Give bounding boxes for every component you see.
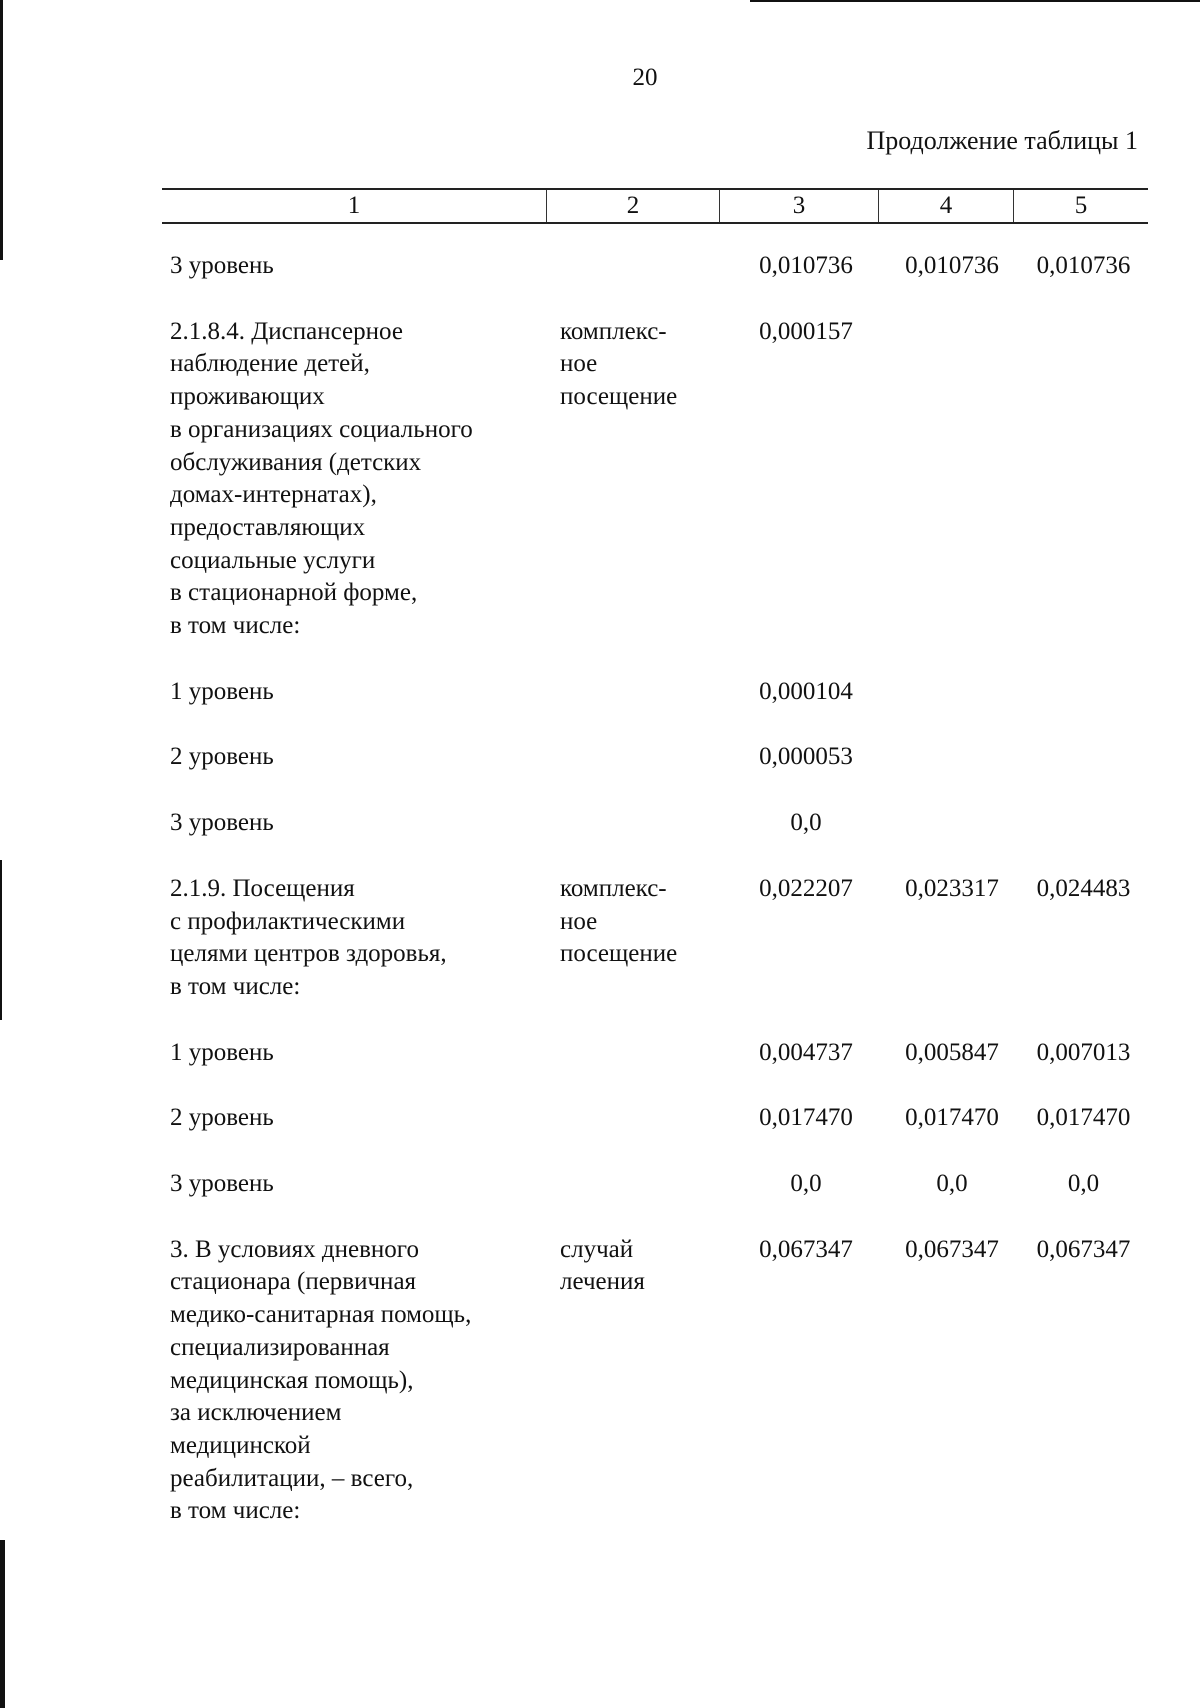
row-value-col5 [1019, 807, 1148, 873]
row-name-cell: 3 уровень [170, 252, 274, 279]
row-name-cell: 2.1.9. Посещения с профилактическими целями центров здоровья, в том числе: [170, 874, 447, 1000]
row-value-col4 [885, 676, 1019, 742]
row-name-cell: 3 уровень [170, 1170, 274, 1198]
column-number-header [162, 188, 1148, 224]
row-name-cell: 3. В условиях дневного стационара (первичная медико-санитарная помощь, специализированная медицинская помощь), за исключением медицинской реабилитации, – всего, в том числе: [170, 1235, 472, 1525]
row-unit-cell [550, 741, 727, 807]
row-value-col5 [1019, 316, 1148, 676]
table-row [162, 676, 1148, 742]
table-row [162, 1234, 1148, 1561]
row-name-cell: 2 уровень [170, 1104, 274, 1132]
row-name-cell: 2 уровень [170, 743, 274, 771]
row-value-col3: 0,017470 [759, 1104, 853, 1132]
row-value-col3: 0,067347 [759, 1235, 853, 1263]
table-row [162, 807, 1148, 873]
row-value-col5: 0,0 [1067, 1170, 1100, 1198]
row-unit-cell [550, 1037, 727, 1103]
row-value-col4 [885, 741, 1019, 807]
table-row [162, 1037, 1148, 1103]
table-row [162, 250, 1148, 316]
scan-edge-mark-left-middle [0, 860, 2, 1020]
column-header-5: 5 [1014, 189, 1149, 223]
row-unit-cell: комплекс- ное посещение [560, 317, 678, 411]
row-unit-cell [550, 250, 727, 316]
row-name-cell: 3 уровень [170, 809, 274, 837]
row-name-cell: 1 уровень [170, 677, 274, 705]
table-row [162, 741, 1148, 807]
row-value-col5: 0,007013 [1036, 1038, 1131, 1066]
column-header-2: 2 [547, 189, 720, 223]
row-name-cell: 1 уровень [170, 1038, 274, 1066]
row-unit-cell: случай лечения [560, 1235, 645, 1296]
scan-edge-mark-left-upper [0, 0, 3, 260]
row-value-col3: 0,022207 [759, 874, 853, 902]
row-unit-cell [550, 1168, 727, 1234]
row-value-col4 [885, 316, 1019, 676]
row-value-col5: 0,010736 [1036, 252, 1131, 279]
row-value-col3: 0,000104 [759, 677, 853, 705]
row-unit-cell [550, 676, 727, 742]
row-value-col5: 0,024483 [1036, 874, 1131, 902]
row-value-col3: 0,010736 [759, 252, 853, 279]
row-name-cell: 2.1.8.4. Диспансерное наблюдение детей, проживающих в организациях социального обслуживания (детских домах-интернатах), предоставляющих социальные услуги в стационарной форме, в том числе: [170, 317, 473, 640]
table-row [162, 1168, 1148, 1234]
row-value-col5 [1019, 741, 1148, 807]
row-unit-cell: комплекс- ное посещение [560, 874, 678, 968]
table-row [162, 316, 1148, 676]
row-value-col3: 0,000053 [759, 743, 853, 771]
row-value-col4 [885, 807, 1019, 873]
row-value-col4: 0,023317 [905, 874, 999, 902]
table-body [162, 250, 1148, 1561]
scan-edge-mark-top [750, 0, 1200, 2]
row-value-col5 [1019, 676, 1148, 742]
row-unit-cell [550, 807, 727, 873]
row-value-col5: 0,067347 [1036, 1235, 1131, 1263]
table-continuation-label: Продолжение таблицы 1 [866, 126, 1138, 155]
scan-edge-mark-left-lower [0, 1540, 5, 1708]
table-row [162, 873, 1148, 1037]
row-value-col5: 0,017470 [1036, 1104, 1131, 1132]
row-value-col3: 0,000157 [759, 317, 853, 345]
row-value-col4: 0,017470 [905, 1104, 999, 1132]
row-value-col3: 0,0 [790, 1170, 822, 1198]
column-header-3: 3 [720, 189, 879, 223]
row-value-col4: 0,005847 [905, 1038, 999, 1066]
row-value-col4: 0,067347 [905, 1235, 999, 1263]
row-value-col3: 0,004737 [759, 1038, 853, 1066]
row-value-col4: 0,010736 [905, 252, 999, 279]
row-value-col3: 0,0 [790, 809, 822, 837]
row-unit-cell [550, 1102, 727, 1168]
column-header-1: 1 [347, 192, 361, 219]
page-number: 20 [632, 64, 658, 91]
row-value-col4: 0,0 [936, 1170, 968, 1198]
table-row [162, 1102, 1148, 1168]
column-header-4: 4 [879, 189, 1014, 223]
